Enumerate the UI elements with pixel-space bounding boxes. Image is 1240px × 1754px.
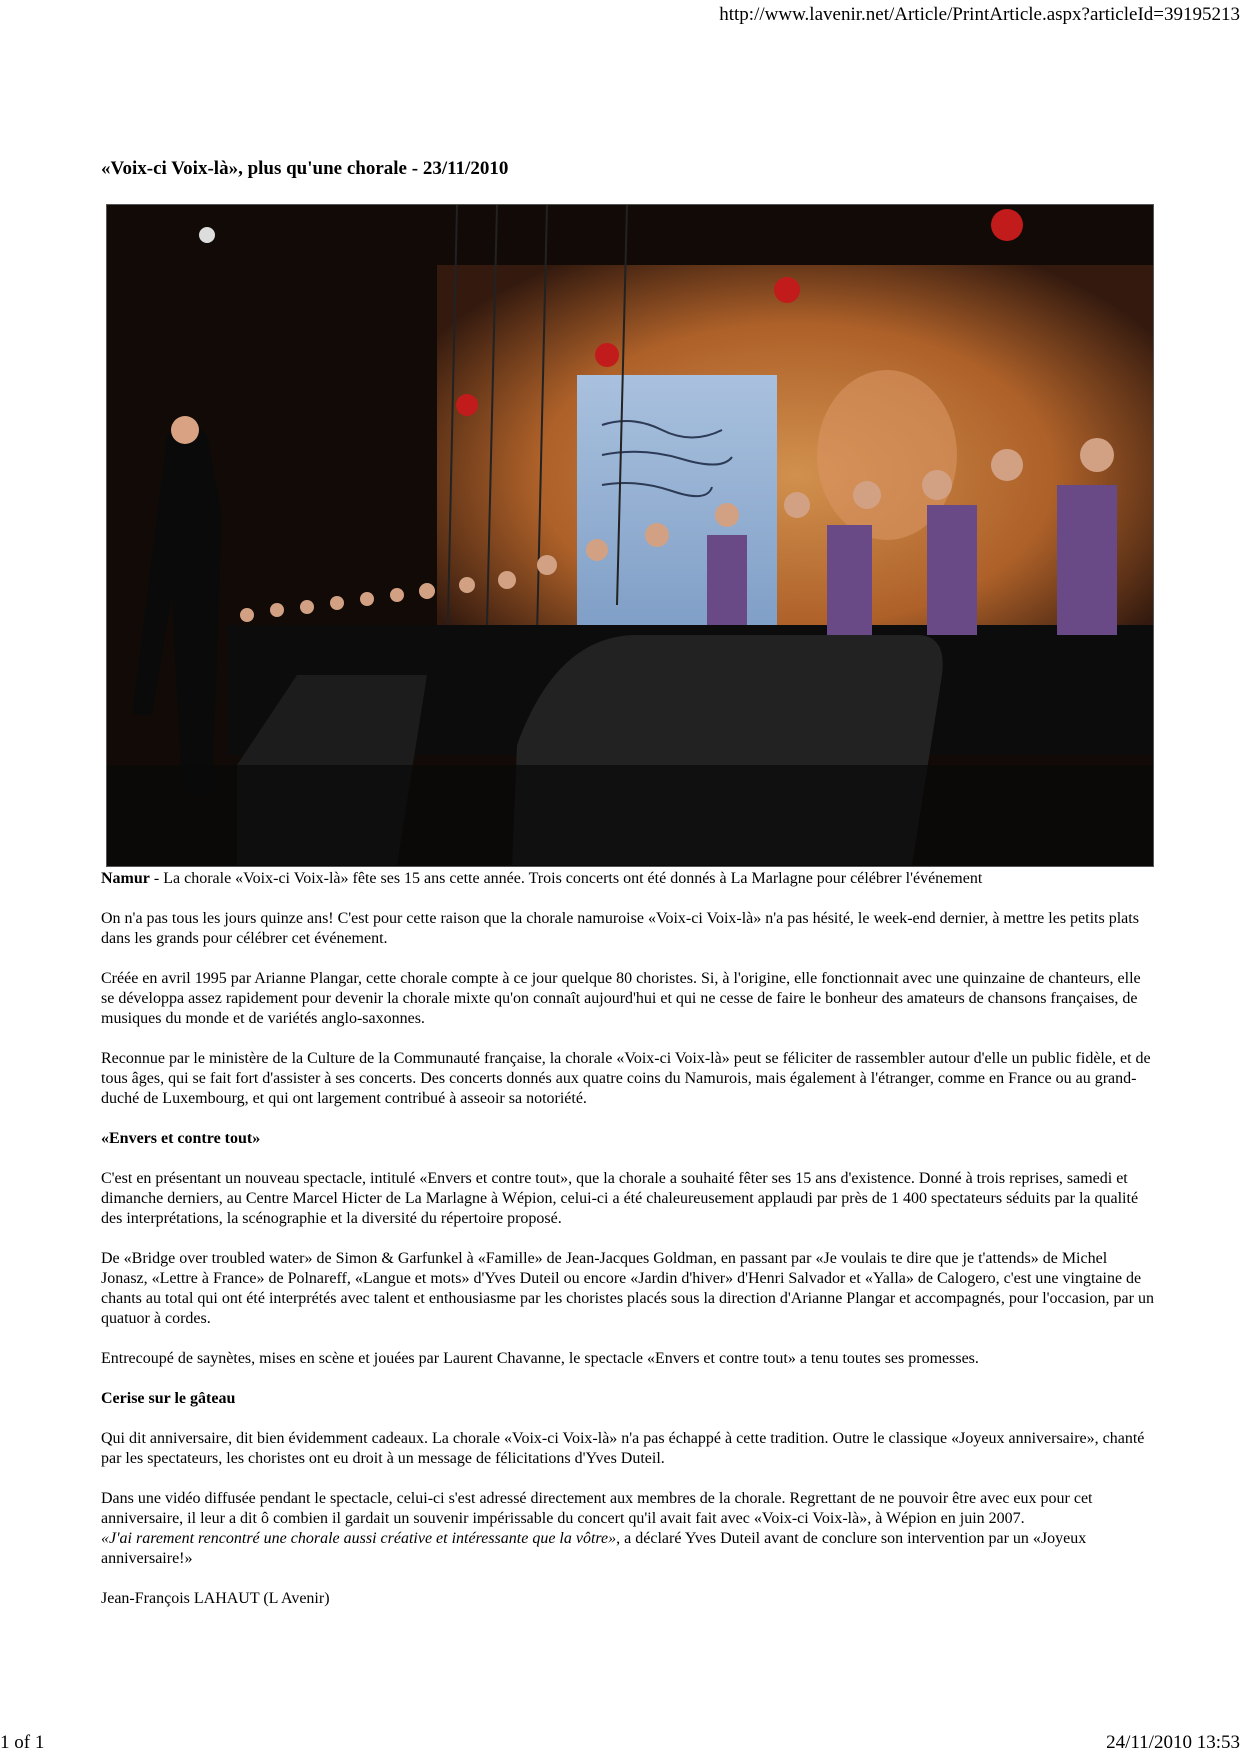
subheading-envers: «Envers et contre tout» — [101, 1130, 261, 1147]
photo-caption — [101, 869, 1155, 889]
print-datetime: 24/11/2010 13:53 — [1106, 1732, 1240, 1753]
page-count: 1 of 1 — [0, 1732, 45, 1753]
paragraph-8-start: Dans une vidéo diffusée pendant le spectacle, celui-ci s'est adressé directement aux membres de la chorale. Regrettant de ne pouvoir être avec eux pour cet anniversaire, il leur a dit ô combien il gardait un souvenir impérissable du concert qu'il avait fait avec «Voix-ci Voix-là», à Wépion en juin 2007. — [101, 1490, 1093, 1527]
paragraph-4: C'est en présentant un nouveau spectacle, intitulé «Envers et contre tout», que la chorale a souhaité fêter ses 15 ans d'existence. Donné à trois reprises, samedi et dimanche derniers, au Centre Marcel Hicter de La Marlagne à Wépion, celui-ci a été chaleureusement applaudi par près de 1 400 spectateurs séduits par la qualité des interprétations, la scénographie et la diversité du répertoire proposé. — [101, 1170, 1139, 1227]
subheading-cerise: Cerise sur le gâteau — [101, 1390, 236, 1407]
byline: Jean-François LAHAUT (L Avenir) — [101, 1590, 330, 1607]
caption-place: Namur — [101, 870, 150, 887]
article-photo — [106, 204, 1154, 867]
paragraph-3: Reconnue par le ministère de la Culture de la Communauté française, la chorale «Voix-ci Voix-là» peut se féliciter de rassembler autour d'elle un public fidèle, et de tous âges, qui se fait fort d'assister à ses concerts. Des concerts donnés aux quatre coins du Namurois, mais également à l'étranger, comme en France ou au grand-duché de Luxembourg, et qui ont largement contribué à asseoir sa notoriété. — [101, 1050, 1151, 1107]
paragraph-5: De «Bridge over troubled water» de Simon & Garfunkel à «Famille» de Jean-Jacques Goldman, en passant par «Je voulais te dire que je t'attends» de Michel Jonasz, «Lettre à France» de Polnareff, «Langue et mots» d'Yves Duteil ou encore «Jardin d'hiver» d'Henri Salvador et «Yalla» de Calogero, c'est une vingtaine de chants au total qui ont été interprétés avec talent et enthousiasme par les choristes placés sous la direction d'Arianne Plangar et accompagnés, pour l'occasion, par un quatuor à cordes. — [101, 1250, 1154, 1327]
paragraph-7: Qui dit anniversaire, dit bien évidemment cadeaux. La chorale «Voix-ci Voix-là» n'a pas échappé à cette tradition. Outre le classique «Joyeux anniversaire», chanté par les spectateurs, les choristes ont eu droit à un message de félicitations d'Yves Duteil. — [101, 1430, 1145, 1467]
paragraph-6: Entrecoupé de saynètes, mises en scène et jouées par Laurent Chavanne, le spectacle «Envers et contre tout» a tenu toutes ses promesses. — [101, 1350, 979, 1367]
print-url: http://www.lavenir.net/Article/PrintArticle.aspx?articleId=39195213 — [719, 4, 1240, 25]
article-title: «Voix-ci Voix-là», plus qu'une chorale - 23/11/2010 — [101, 158, 509, 179]
duteil-quote: «J'ai rarement rencontré une chorale aussi créative et intéressante que la vôtre» — [101, 1530, 617, 1547]
paragraph-1: On n'a pas tous les jours quinze ans! C'est pour cette raison que la chorale namuroise «Voix-ci Voix-là» n'a pas hésité, le week-end dernier, à mettre les petits plats dans les grands pour célébrer cet événement. — [101, 910, 1139, 947]
paragraph-2: Créée en avril 1995 par Arianne Plangar, cette chorale compte à ce jour quelque 80 choristes. Si, à l'origine, elle fonctionnait avec une quinzaine de chanteurs, elle se développa assez rapidement pour devenir la chorale mixte qu'on connaît aujourd'hui et qui ne cesse de faire le bonheur des amateurs de chansons françaises, de musiques du monde et de variétés anglo-saxonnes. — [101, 970, 1141, 1027]
article-body — [101, 869, 1155, 1629]
paragraph-8-end: , a déclaré Yves Duteil avant de conclure son intervention par un «Joyeux anniversaire!» — [101, 1530, 1087, 1567]
caption-text: - La chorale «Voix-ci Voix-là» fête ses 15 ans cette année. Trois concerts ont été donnés à La Marlagne pour célébrer l'événement — [149, 870, 983, 887]
paragraph-8 — [101, 1489, 1155, 1569]
